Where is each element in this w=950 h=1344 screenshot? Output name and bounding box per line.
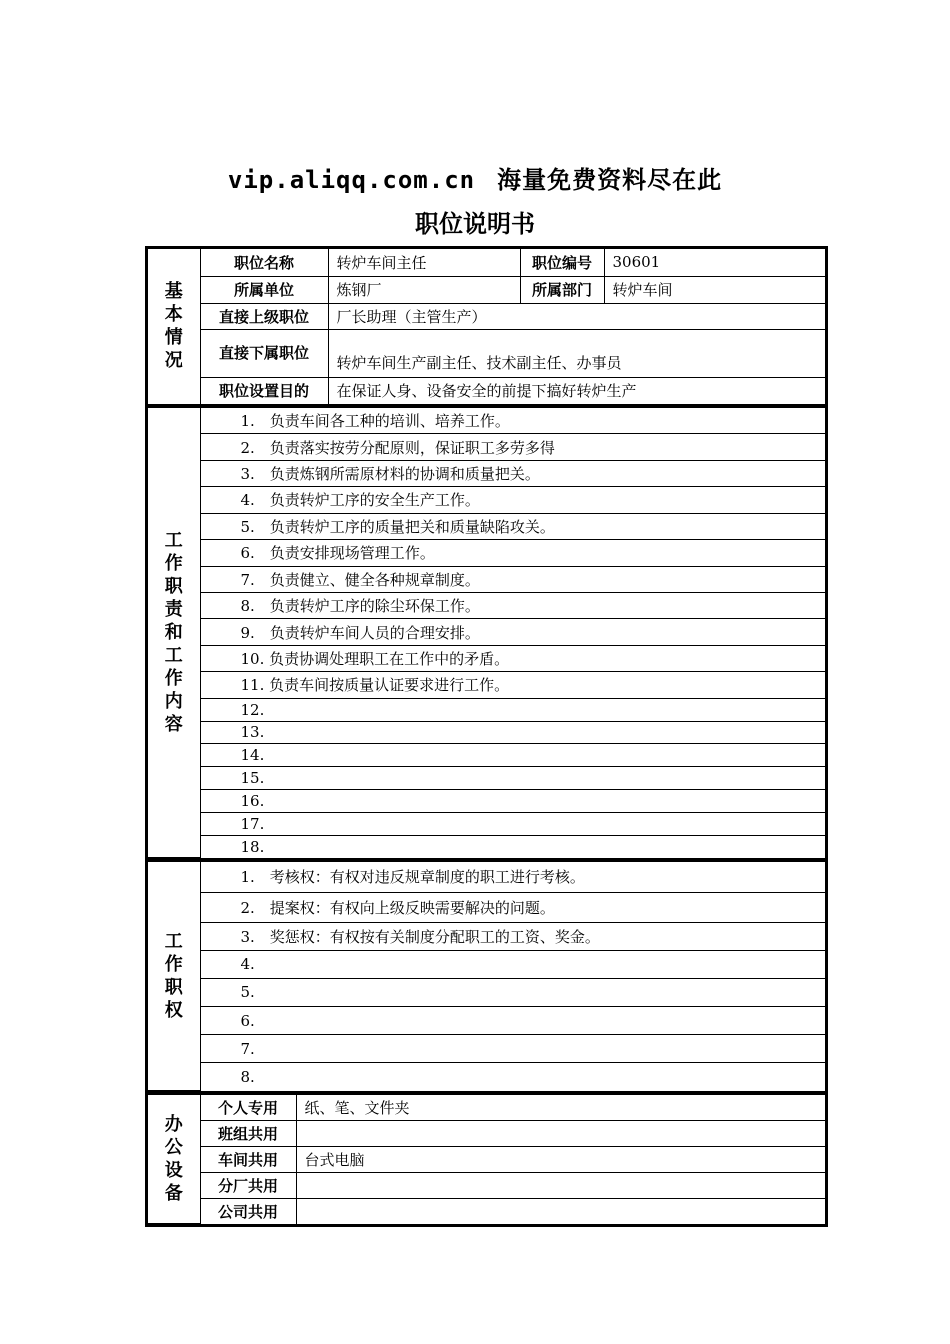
purpose-value: 在保证人身、设备安全的前提下搞好转炉生产 (328, 377, 825, 404)
equipment-value (296, 1120, 825, 1146)
duty-item: 9. 负责转炉车间人员的合理安排。 (200, 619, 825, 645)
equipment-section (145, 1092, 828, 1227)
authority-item: 1. 考核权：有权对违反规章制度的职工进行考核。 (200, 862, 825, 892)
duty-item: 16. (200, 790, 825, 813)
authority-section (145, 859, 828, 1094)
duty-item: 3. 负责炼钢所需原材料的协调和质量把关。 (200, 460, 825, 486)
equipment-value (296, 1198, 825, 1223)
duty-item: 13. (200, 721, 825, 744)
header-line (0, 160, 950, 195)
superior-label: 直接上级职位 (200, 303, 328, 329)
authority-item: 8. (200, 1063, 825, 1091)
dept-label: 所属部门 (520, 276, 604, 303)
subordinate-value: 转炉车间生产副主任、技术副主任、办事员 (328, 329, 825, 377)
basic-info-section (145, 246, 828, 407)
position-code-value: 30601 (604, 249, 825, 276)
duty-item: 11. 负责车间按质量认证要求进行工作。 (200, 672, 825, 698)
equipment-value (296, 1172, 825, 1198)
site-slogan: 海量免费资料尽在此 (497, 166, 723, 194)
authority-item: 4. (200, 950, 825, 978)
document-title: 职位说明书 (415, 210, 535, 238)
equipment-value: 纸、笔、文件夹 (296, 1095, 825, 1120)
authority-item: 5. (200, 978, 825, 1006)
duty-item: 6. 负责安排现场管理工作。 (200, 540, 825, 566)
equipment-label: 公司共用 (200, 1198, 296, 1223)
duty-item: 17. (200, 812, 825, 835)
dept-value: 转炉车间 (604, 276, 825, 303)
duty-item: 18. (200, 835, 825, 857)
authority-side-label: 工 作 职 权 (148, 862, 200, 1091)
equipment-value: 台式电脑 (296, 1146, 825, 1172)
equipment-label: 个人专用 (200, 1095, 296, 1120)
basic-info-side-label: 基 本 情 况 (148, 249, 200, 404)
authority-item: 6. (200, 1006, 825, 1034)
superior-value: 厂长助理（主管生产） (328, 303, 825, 329)
duty-item: 10. 负责协调处理职工在工作中的矛盾。 (200, 645, 825, 671)
duty-item: 4. 负责转炉工序的安全生产工作。 (200, 487, 825, 513)
duty-item: 2. 负责落实按劳分配原则，保证职工多劳多得 (200, 434, 825, 460)
duty-item: 5. 负责转炉工序的质量把关和质量缺陷攻关。 (200, 513, 825, 539)
duty-item: 8. 负责转炉工序的除尘环保工作。 (200, 592, 825, 618)
duty-item: 1. 负责车间各工种的培训、培养工作。 (200, 408, 825, 434)
unit-label: 所属单位 (200, 276, 328, 303)
duty-item: 12. (200, 698, 825, 721)
duty-item: 15. (200, 767, 825, 790)
duty-item: 7. 负责健立、健全各种规章制度。 (200, 566, 825, 592)
authority-item: 2. 提案权：有权向上级反映需要解决的问题。 (200, 892, 825, 922)
purpose-label: 职位设置目的 (200, 377, 328, 404)
position-name-label: 职位名称 (200, 249, 328, 276)
unit-value: 炼钢厂 (328, 276, 520, 303)
duties-side-label: 工 作 职 责 和 工 作 内 容 (148, 408, 200, 858)
site-url: vip.aliqq.com.cn (227, 166, 476, 194)
position-code-label: 职位编号 (520, 249, 604, 276)
equipment-label: 车间共用 (200, 1146, 296, 1172)
equipment-side-label: 办 公 设 备 (148, 1095, 200, 1224)
equipment-label: 分厂共用 (200, 1172, 296, 1198)
equipment-label: 班组共用 (200, 1120, 296, 1146)
authority-item: 3. 奖惩权：有权按有关制度分配职工的工资、奖金。 (200, 922, 825, 950)
duties-section (145, 405, 828, 861)
subordinate-label: 直接下属职位 (200, 329, 328, 377)
position-name-value: 转炉车间主任 (328, 249, 520, 276)
duty-item: 14. (200, 744, 825, 767)
authority-item: 7. (200, 1035, 825, 1063)
